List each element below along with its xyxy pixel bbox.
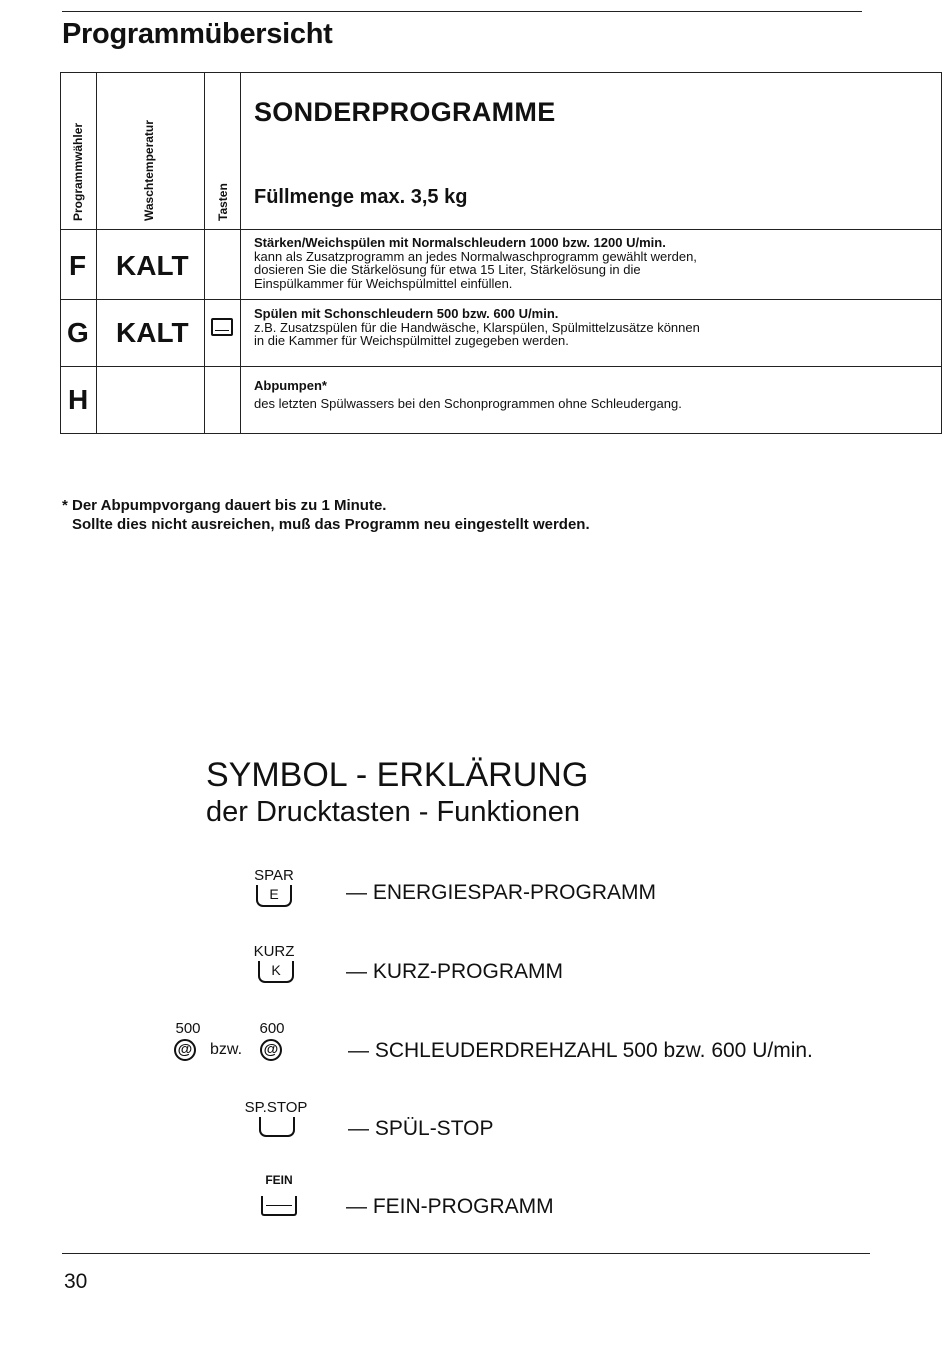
bottom-rule (62, 1253, 870, 1254)
row-line: Einspülkammer für Weichspülmittel einfüllen. (254, 275, 513, 291)
table-row-divider (61, 299, 941, 300)
key-label: FEIN (265, 1173, 293, 1187)
energy-save-key-icon: E (256, 885, 292, 907)
key-label: SP.STOP (244, 1099, 308, 1116)
row-description (254, 236, 924, 290)
row-description (254, 379, 924, 410)
key-label: SPAR (254, 867, 294, 884)
row-line: des letzten Spülwassers bei den Schonprogrammen ohne Schleudergang. (254, 395, 682, 411)
symbol-section-title: SYMBOL - ERKLÄRUNG (206, 756, 589, 794)
symbol-description: — FEIN-PROGRAMM (346, 1195, 554, 1218)
symbol-description: — ENERGIESPAR-PROGRAMM (346, 881, 656, 904)
section-title: SONDERPROGRAMME (254, 97, 556, 127)
temperature-value: KALT (116, 250, 189, 281)
short-program-key-icon: K (258, 961, 294, 983)
top-rule (62, 11, 862, 12)
column-header-temperature: Waschtemperatur (142, 120, 156, 221)
row-heading: Abpumpen* (254, 378, 327, 393)
table-row-divider (61, 229, 941, 230)
rinse-stop-key-icon (211, 318, 233, 336)
page-title: Programmübersicht (62, 18, 333, 50)
table-col-divider (240, 73, 241, 433)
spin-500-icon: @ (174, 1039, 196, 1061)
table-col-divider (96, 73, 97, 433)
page-number: 30 (64, 1270, 88, 1293)
footnote-line: * Der Abpumpvorgang dauert bis zu 1 Minute. (62, 497, 387, 514)
row-line: dosieren Sie die Stärkelösung für etwa 15 Liter, Stärkelösung in die (254, 262, 641, 278)
row-heading: Stärken/Weichspülen mit Normalschleudern 1000 bzw. 1200 U/min. (254, 235, 666, 250)
capacity-note: Füllmenge max. 3,5 kg (254, 186, 468, 208)
program-letter: F (69, 250, 87, 281)
row-heading: Spülen mit Schonschleudern 500 bzw. 600 U/min. (254, 306, 559, 321)
table-col-divider (204, 73, 205, 433)
column-header-program: Programmwähler (71, 122, 85, 221)
key-label: KURZ (253, 943, 295, 960)
column-header-keys: Tasten (216, 183, 230, 221)
table-row-divider (61, 366, 941, 367)
symbol-description: — SPÜL-STOP (348, 1117, 494, 1140)
row-description (254, 307, 924, 348)
program-letter: G (67, 317, 89, 348)
footnote-line: Sollte dies nicht ausreichen, muß das Programm neu eingestellt werden. (72, 516, 590, 533)
temperature-value: KALT (116, 317, 189, 348)
symbol-description: — KURZ-PROGRAMM (346, 960, 563, 983)
program-table (60, 72, 942, 434)
key-label: 600 (259, 1020, 285, 1037)
key-label: 500 (175, 1020, 201, 1037)
spin-600-icon: @ (260, 1039, 282, 1061)
row-line: z.B. Zusatzspülen für die Handwäsche, Klarspülen, Spülmittelzusätze können (254, 319, 700, 335)
symbol-section-subtitle: der Drucktasten - Funktionen (206, 796, 580, 828)
delicate-program-key-icon (261, 1196, 297, 1216)
spin-joiner: bzw. (210, 1041, 243, 1058)
symbol-description: — SCHLEUDERDREHZAHL 500 bzw. 600 U/min. (348, 1039, 813, 1062)
program-letter: H (68, 384, 89, 415)
footnote (62, 496, 590, 534)
rinse-stop-key-icon (259, 1117, 295, 1137)
row-line: kann als Zusatzprogramm an jedes Normalwaschprogramm gewählt werden, (254, 248, 697, 264)
row-line: in die Kammer für Weichspülmittel zugegeben werden. (254, 333, 569, 349)
